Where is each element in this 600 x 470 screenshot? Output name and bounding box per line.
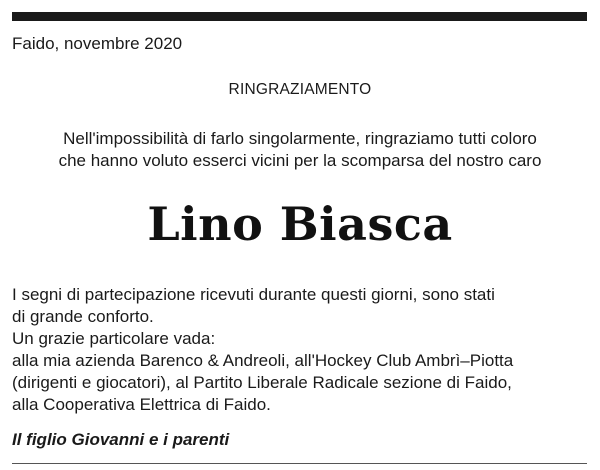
- body-line: alla mia azienda Barenco & Andreoli, all'Hockey Club Ambrì–Piotta: [12, 351, 514, 370]
- intro-text: [0, 128, 600, 172]
- body-line: alla Cooperativa Elettrica di Faido.: [12, 395, 271, 414]
- bottom-divider: [12, 463, 587, 464]
- notice-heading: RINGRAZIAMENTO: [228, 81, 372, 98]
- body-line: Un grazie particolare vada:: [12, 329, 216, 348]
- deceased-name: Lino Biasca: [147, 197, 453, 251]
- thanks-text: [12, 284, 592, 416]
- body-line: I segni di partecipazione ricevuti durante questi giorni, sono stati: [12, 285, 495, 304]
- place-date: Faido, novembre 2020: [12, 34, 183, 53]
- intro-line: che hanno voluto esserci vicini per la scomparsa del nostro caro: [58, 151, 542, 170]
- top-divider: [12, 12, 587, 21]
- body-line: di grande conforto.: [12, 307, 154, 326]
- signature: Il figlio Giovanni e i parenti: [12, 430, 230, 449]
- body-line: (dirigenti e giocatori), al Partito Liberale Radicale sezione di Faido,: [12, 373, 512, 392]
- intro-line: Nell'impossibilità di farlo singolarmente, ringraziamo tutti coloro: [63, 129, 537, 148]
